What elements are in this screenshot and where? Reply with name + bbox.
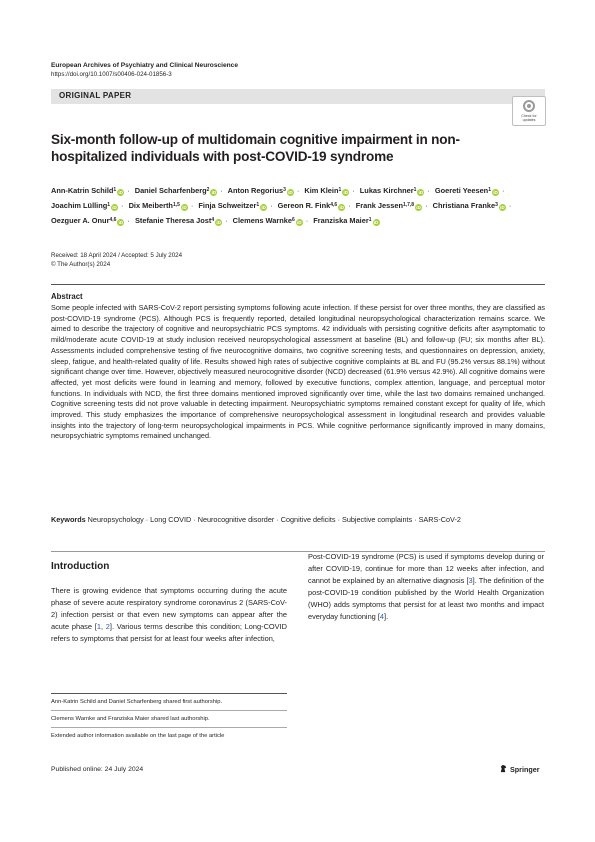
- author-separator: ·: [296, 186, 300, 195]
- section-heading-introduction: Introduction: [51, 561, 110, 572]
- author-name[interactable]: Clemens Warnke$^6$ iD: [232, 216, 302, 225]
- publisher-logo: [499, 764, 540, 774]
- affiliation-marker: 1: [413, 187, 417, 193]
- affiliation-marker: 6: [291, 217, 295, 223]
- author-separator: ·: [348, 201, 351, 210]
- orcid-icon[interactable]: iD: [339, 205, 344, 210]
- badge-text: Check for updates: [521, 114, 537, 123]
- check-for-updates-badge[interactable]: [512, 96, 546, 126]
- affiliation-marker: 3: [283, 187, 286, 193]
- author-separator: ·: [427, 186, 430, 195]
- orcid-icon[interactable]: iD: [493, 190, 498, 195]
- author-separator: ·: [501, 186, 505, 195]
- author-name[interactable]: Gereon R. Fink$^{4,6}$ iD: [277, 201, 344, 210]
- author-name[interactable]: Frank Jessen$^{1,7,8}$ iD: [355, 201, 421, 210]
- article-title: Six-month follow-up of multidomain cognitive impairment in non-hospitalized individuals with post-COVID-19 syndrome: [51, 132, 460, 164]
- author-list: [51, 183, 545, 228]
- orcid-icon[interactable]: iD: [416, 205, 421, 210]
- affiliation-marker: 1,7,8: [402, 202, 415, 208]
- orcid-icon[interactable]: iD: [211, 190, 217, 195]
- author-name[interactable]: Stefanie Theresa Jost$^4$ iD: [134, 216, 221, 225]
- affiliation-marker: 1: [107, 202, 111, 208]
- author-name[interactable]: Kim Klein$^1$ iD: [304, 186, 349, 195]
- affiliation-marker: 4,6: [109, 217, 117, 223]
- orcid-icon[interactable]: iD: [216, 220, 221, 225]
- author-separator: ·: [220, 186, 223, 195]
- author-separator: ·: [305, 216, 309, 225]
- orcid-icon[interactable]: iD: [118, 220, 124, 225]
- citation-link[interactable]: 1: [96, 622, 101, 632]
- citation-link[interactable]: 4: [379, 612, 385, 622]
- author-name[interactable]: Ann-Katrin Schild$^1$ iD: [51, 186, 123, 195]
- affiliation-marker: 4,6: [330, 202, 338, 208]
- divider: [51, 284, 545, 285]
- author-name[interactable]: Daniel Scharfenberg$^2$ iD: [134, 186, 217, 195]
- orcid-icon[interactable]: iD: [418, 190, 424, 195]
- footnote-first-authorship: Ann-Katrin Schild and Daniel Scharfenberg shared first authorship.: [51, 699, 223, 705]
- intro-column-1: There is growing evidence that symptoms occurring during the acute phase of severe acute respiratory syndrome coronavirus 2 (SARS-CoV-2) infection persist or that even new symptoms can appear after the acute phase [1, 2]. Various terms describe this condition; Long-COVID refers to symptoms that persist for at least four weeks after infection,: [51, 586, 287, 644]
- author-separator: ·: [121, 201, 124, 210]
- copyright-line: © The Author(s) 2024: [51, 260, 111, 268]
- footnote-separator: [51, 710, 287, 711]
- received-accepted: Received: 18 April 2024 / Accepted: 5 July 2024: [51, 252, 183, 259]
- check-for-updates-icon: [523, 100, 535, 112]
- author-separator: ·: [352, 186, 355, 195]
- author-separator: ·: [225, 216, 228, 225]
- keyword: Subjective complaints: [342, 515, 413, 524]
- citation-link[interactable]: 3: [468, 576, 473, 586]
- affiliation-marker: 4: [211, 217, 215, 223]
- citation-link[interactable]: 2: [105, 622, 110, 632]
- affiliation-marker: 1: [338, 187, 342, 193]
- footnote-last-authorship: Clemens Warnke and Franziska Maier shared last authorship.: [51, 716, 210, 722]
- author-separator: ·: [127, 186, 130, 195]
- affiliation-marker: 3: [495, 202, 498, 208]
- author-name[interactable]: Joachim Lülling$^1$ iD: [51, 201, 117, 210]
- doi-link[interactable]: https://doi.org/10.1007/s00406-024-01856-3: [51, 71, 172, 78]
- keyword: Cognitive deficits: [280, 515, 336, 524]
- springer-horse-icon: [499, 764, 508, 773]
- author-name[interactable]: Oezguer A. Onur$^{4,6}$ iD: [51, 216, 124, 225]
- orcid-icon[interactable]: iD: [112, 205, 117, 210]
- author-name[interactable]: Dix Meiberth$^{1,5}$ iD: [128, 201, 187, 210]
- orcid-icon[interactable]: iD: [343, 190, 349, 195]
- footnote-extended-info: Extended author information available on the last page of the article: [51, 733, 225, 739]
- orcid-icon[interactable]: iD: [296, 220, 302, 225]
- keyword: Long COVID: [150, 515, 192, 524]
- author-name[interactable]: Christiana Franke$^3$ iD: [432, 201, 505, 210]
- orcid-icon[interactable]: iD: [373, 220, 379, 225]
- article-dates: [51, 252, 182, 269]
- keyword: Neurocognitive disorder: [197, 515, 275, 524]
- author-separator: ·: [508, 201, 512, 210]
- journal-name: European Archives of Psychiatry and Clinical Neuroscience: [51, 62, 239, 69]
- abstract-heading: Abstract: [51, 292, 83, 301]
- affiliation-marker: 1,5: [172, 202, 180, 208]
- author-separator: ·: [270, 201, 273, 210]
- published-online: Published online: 24 July 2024: [51, 766, 144, 773]
- author-separator: ·: [425, 201, 428, 210]
- publisher-name: Springer: [510, 765, 540, 774]
- author-name[interactable]: Lukas Kirchner$^1$ iD: [359, 186, 424, 195]
- orcid-icon[interactable]: iD: [288, 190, 293, 195]
- orcid-icon[interactable]: iD: [182, 205, 187, 210]
- article-type-label: ORIGINAL PAPER: [59, 91, 132, 100]
- keywords: Keywords Neuropsychology · Long COVID · Neurocognitive disorder · Cognitive deficits · Subjective complaints · SARS-CoV-2: [51, 515, 461, 524]
- affiliation-marker: 1: [256, 202, 260, 208]
- intro-column-2: Post-COVID-19 syndrome (PCS) is used if symptoms develop during or after COVID-19, continue for more than 12 weeks after infection, and cannot be explained by an alternative diagnosis [3]. The definition of the post-COVID-19 condition published by the World Health Organization (WHO) adds symptoms that persist for at least two months and impact everyday functioning [4].: [308, 552, 544, 622]
- abstract-text: Some people infected with SARS-CoV-2 report persisting symptoms following acute infection. If these persist for over three months, they are classified as post-COVID-19 syndrome (PCS). Although PCS is frequently reported, detailed longitudinal neuropsychological characterization remains scarce. We aimed to describe the trajectory of cognitive and neuropsychiatric PCS symptoms. 42 individuals with persisting cognitive deficits after asymptomatic to mild/moderate acute COVID-19 at study inclusion received neuropsychological assessment at baseline (BL) and follow-up (FU; six months after BL). Assessments included comprehensive testing of five neurocognitive domains, two cognitive screening tests, and questionnaires on depression, anxiety, sleep, fatigue, and health-related quality of life. Results showed high rates of subjective cognitive complaints at BL and FU (95.2% versus 88.1%) without significant change over time. However, objectively measured neurocognitive disorder (NCD) decreased (61.9% versus 42.9%). All cognitive domains were affected, yet most deficits were found in learning and memory, followed by executive functions, complex attention, language, and perceptual motor functions. In individuals with NCD, the first three domains mentioned improved significantly over time, while the last two domains remained unchanged. Cognitive screening tests did not prove valuable in detecting impairment. Neuropsychiatric symptoms remained constant except for quality of life, which improved. This study emphasizes the importance of comprehensive neuropsychological assessment in longitudinal research and provides valuable insights into the trajectory of long-term neuropsychological impairments in PCS. While cognitive performance significantly improved in many domains, neuropsychiatric symptoms remained unchanged.: [51, 303, 545, 441]
- keywords-label: Keywords: [51, 515, 88, 524]
- affiliation-marker: 1: [113, 187, 117, 193]
- footnote-separator: [51, 727, 287, 728]
- affiliation-marker: 1: [368, 217, 372, 223]
- author-name[interactable]: Goereti Yeesen$^1$ iD: [434, 186, 498, 195]
- orcid-icon[interactable]: iD: [118, 190, 123, 195]
- footnote-divider: [51, 693, 287, 694]
- keyword: Neuropsychology: [87, 515, 144, 524]
- orcid-icon[interactable]: iD: [500, 205, 505, 210]
- affiliation-marker: 1: [488, 187, 491, 193]
- keyword: SARS-CoV-2: [418, 515, 461, 524]
- author-separator: ·: [127, 216, 130, 225]
- article-type-banner: [51, 89, 545, 104]
- author-separator: ·: [190, 201, 194, 210]
- author-name[interactable]: Finja Schweitzer$^1$ iD: [198, 201, 266, 210]
- author-name[interactable]: Anton Regorius$^3$ iD: [227, 186, 293, 195]
- affiliation-marker: 2: [206, 187, 210, 193]
- orcid-icon[interactable]: iD: [261, 205, 266, 210]
- author-name[interactable]: Franziska Maier$^1$ iD: [313, 216, 379, 225]
